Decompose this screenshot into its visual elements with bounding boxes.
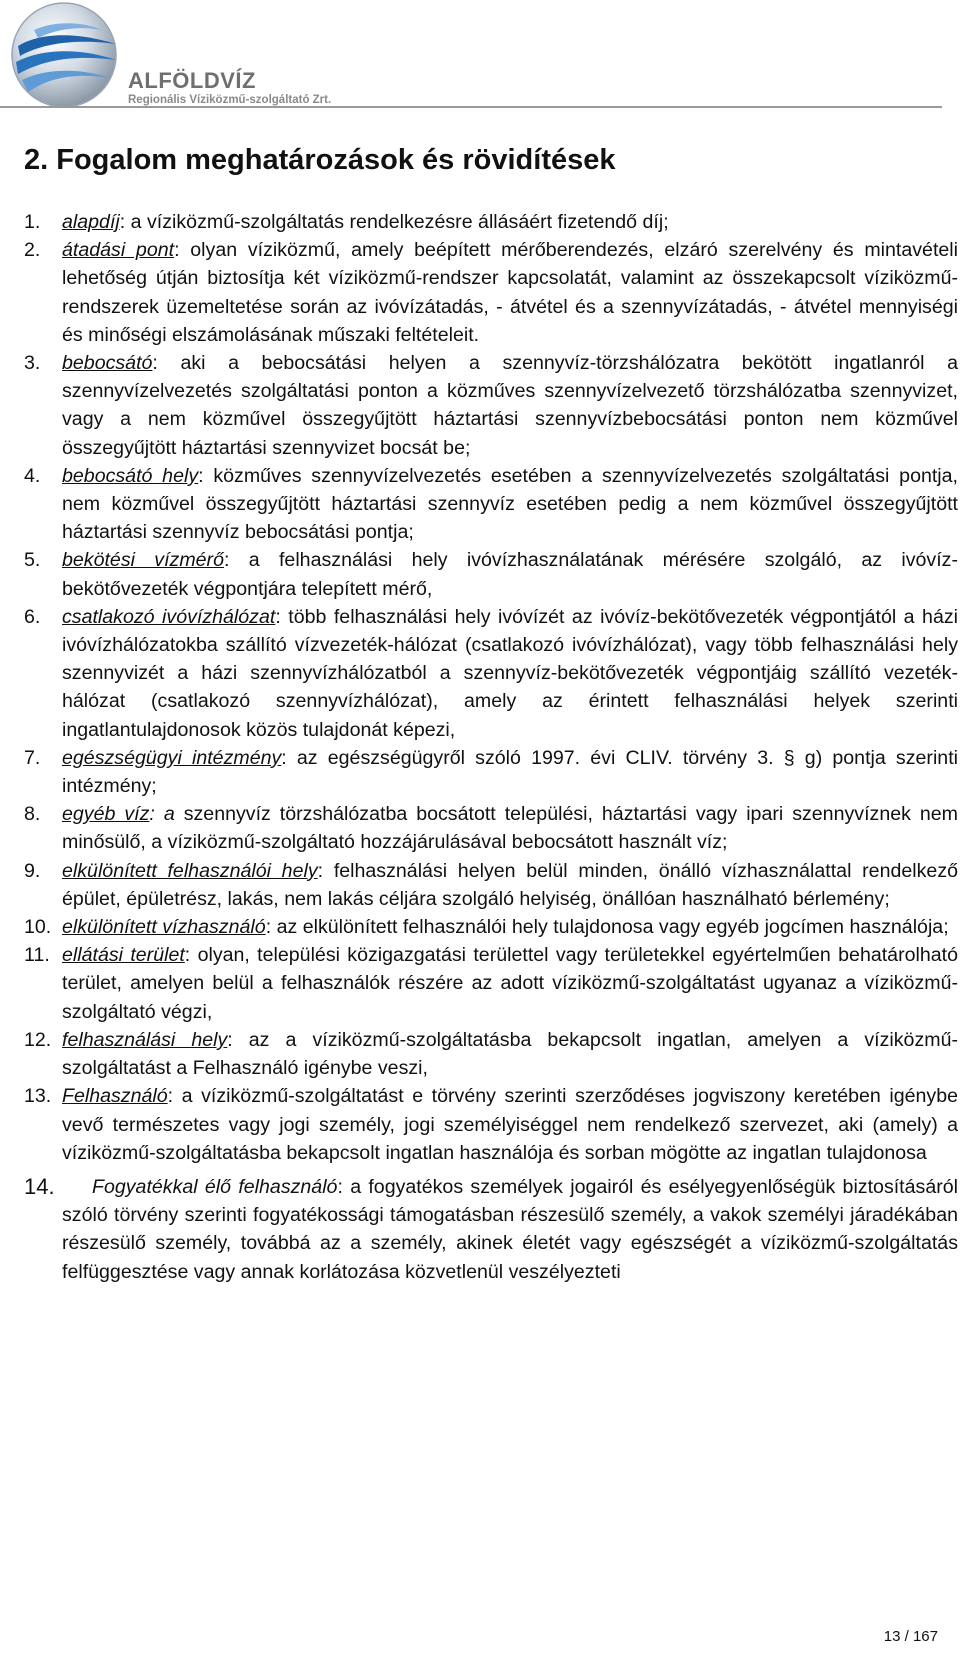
- definition-item-8: [24, 800, 958, 856]
- item-number: 10.: [24, 916, 52, 939]
- definition-text: több felhasználási hely ivóvízét az ivóvíz-bekötővezeték végpontjától a házi ivóvízhálózatokba szállító vízvezeték-hálózat (csatlakozó ivóvízhálózat), vagy több felhasználási hely szennyvizét a házi szennyvízhálózatból a szennyvíz-bekötővezeték végpontjáig szállító vezeték-hálózat (csatlakozó szennyvízhálózat), amely az érintett felhasználási helyek szerinti ingatlantulajdonosok közös tulajdonát képezi,: [62, 605, 958, 741]
- definition-item-6: [24, 603, 958, 744]
- definition-item-2: [24, 236, 958, 349]
- item-number: 4.: [24, 464, 41, 487]
- defined-term: bebocsátó hely: [62, 464, 199, 487]
- item-number: 7.: [24, 746, 41, 769]
- brand-tagline: Regionális Víziközmű-szolgáltató Zrt.: [128, 94, 332, 106]
- term-separator: :: [167, 1085, 174, 1108]
- header-divider: [0, 106, 942, 108]
- item-body: [62, 546, 958, 602]
- item-body: [62, 1026, 958, 1082]
- item-number: 6.: [24, 605, 41, 628]
- defined-term: bebocsátó: [62, 352, 153, 375]
- definition-text: aki a bebocsátási helyen a szennyvíz-törzshálózatra bekötött ingatlanról a szennyvízelvezetés szolgáltatási ponton a közműves szennyvízelvezető törzshálózatba szennyvizet, vagy a nem közművel összegyűjtött háztartási szennyvízbebocsátási ponton nem közművel összegyűjtött háztartási szennyvizet bocsát be;: [62, 352, 958, 459]
- definition-text: az egészségügyről szóló 1997. évi CLIV. törvény 3. § g) pontja szerinti intézmény;: [62, 746, 958, 798]
- definition-text: felhasználási helyen belül minden, önálló vízhasználattal rendelkező épület, épületrész, lakás, nem lakás céljára szolgáló helyiség, önállóan használható bérlemény;: [62, 859, 959, 910]
- definition-text: a víziközmű-szolgáltatás rendelkezésre állásáért fizetendő díj;: [125, 211, 669, 233]
- defined-term: felhasználási hely: [62, 1028, 228, 1051]
- item-number: 3.: [24, 352, 41, 375]
- item-body: [62, 462, 958, 547]
- item-body: [62, 603, 958, 744]
- item-body: [62, 941, 958, 1026]
- item-number: 1.: [24, 211, 41, 233]
- item-number: 13.: [24, 1085, 52, 1108]
- definition-item-13: [24, 1082, 958, 1167]
- definition-text: a felhasználási hely ivóvízhasználatának mérésére szolgáló, az ivóvíz-bekötővezeték végpontjára telepített mérő,: [62, 549, 958, 600]
- defined-term: elkülönített vízhasználó: [62, 916, 266, 939]
- item-number: 12.: [24, 1028, 52, 1051]
- item-body: [62, 236, 958, 349]
- item-body: [62, 913, 958, 941]
- definition-item-12: [24, 1026, 958, 1082]
- item-number: 5.: [24, 549, 41, 572]
- item-body: [62, 1082, 958, 1167]
- document-header: [0, 0, 960, 114]
- item-number: 9.: [24, 859, 41, 882]
- term-separator: :: [265, 916, 272, 939]
- term-separator: :: [119, 211, 126, 233]
- defined-term: alapdíj: [62, 211, 120, 233]
- term-separator: :: [317, 859, 324, 882]
- definition-item-5: [24, 546, 958, 602]
- definition-item-10: [24, 913, 958, 941]
- item-body: [62, 744, 958, 800]
- term-separator: :: [223, 549, 230, 572]
- term-separator: :: [184, 944, 191, 967]
- definition-text: az elkülönített felhasználói hely tulajdonosa vagy egyéb jogcímen használója;: [271, 916, 949, 939]
- defined-term: csatlakozó ivóvízhálózat: [62, 605, 276, 628]
- term-separator: :: [227, 1028, 233, 1051]
- defined-term: egyéb víz: [62, 803, 150, 826]
- term-separator: :: [198, 464, 204, 487]
- defined-term: egészségügyi intézmény: [62, 746, 282, 769]
- definition-text: a fogyatékos személyek jogairól és esélyegyenlőségük biztosításáról szóló törvény szerinti fogyatékossági támogatásban részesülő személy, a vakok személyi járadékában részesülő személy, továbbá az a személy, akinek életét vagy egészségét a víziközmű-szolgáltatás felfüggesztése vagy annak korlátozása közvetlenül veszélyezteti: [62, 1175, 958, 1283]
- item-number: 2.: [24, 239, 41, 262]
- definition-text: közműves szennyvízelvezetés esetében a szennyvízelvezetés szolgáltatási pontja, nem közművel összegyűjtött háztartási szennyvíz esetében pedig a nem közművel összegyűjtött háztartási szennyvíz bebocsátási pontja;: [62, 464, 958, 544]
- item-number: 8.: [24, 803, 41, 826]
- defined-term: Felhasználó: [62, 1085, 168, 1108]
- term-separator: : a: [149, 803, 175, 826]
- item-number: 11.: [24, 944, 50, 967]
- definition-text: az a víziközmű-szolgáltatásba bekapcsolt ingatlan, amelyen a víziközmű-szolgáltatást a Felhasználó igénybe veszi,: [62, 1028, 958, 1080]
- definition-item-3: [24, 349, 958, 462]
- definition-item-1: [24, 208, 958, 236]
- defined-term: bekötési vízmérő: [62, 549, 224, 572]
- term-separator: :: [281, 746, 287, 769]
- page-number: 13 / 167: [883, 1628, 938, 1645]
- term-separator: :: [275, 605, 281, 628]
- defined-term: átadási pont: [62, 239, 175, 262]
- definition-text: a víziközmű-szolgáltatást e törvény szerinti szerződéses jogviszony keretében igénybe vevő természetes vagy jogi személy, jogi személyiséggel nem rendelkező szervezet, aki (amely) a víziközmű-szolgáltatásba bekapcsolt ingatlan használója és sorban mögötte az ingatlan tulajdonosa: [62, 1085, 958, 1164]
- term-separator: :: [152, 352, 158, 375]
- definition-item-9: [24, 857, 958, 913]
- defined-term: Fogyatékkal élő felhasználó: [92, 1175, 338, 1198]
- definition-text: olyan, települési közigazgatási területtel vagy területekkel egyértelműen behatárolható terület, amelyen belül a felhasználók részére az adott víziközmű-szolgáltatást ugyanaz a víziközmű-szolgáltató végzi,: [62, 944, 958, 1023]
- definitions-list: [24, 208, 958, 1286]
- item-body: [62, 1173, 958, 1286]
- alfoldviz-logo: [4, 0, 138, 110]
- defined-term: elkülönített felhasználói hely: [62, 859, 318, 882]
- term-separator: :: [174, 239, 180, 262]
- definition-item-14: [24, 1173, 958, 1286]
- item-body: [62, 208, 958, 236]
- definition-text: olyan víziközmű, amely beépített mérőberendezés, elzáró szerelvény és mintavételi lehetőség útján biztosítja két víziközmű-rendszer kapcsolatát, valamint az összekapcsolt víziközmű-rendszerek üzemeltetése során az ivóvízátadás, - átvétel és a szennyvízátadás, - átvétel mennyiségi és minőségi elszámolásának műszaki feltételeit.: [62, 239, 959, 346]
- definition-item-11: [24, 941, 958, 1026]
- item-body: [62, 857, 958, 913]
- term-separator: :: [337, 1175, 343, 1198]
- brand-name: ALFÖLDVÍZ: [128, 68, 256, 93]
- item-number: 14.: [24, 1173, 55, 1199]
- section-title: 2. Fogalom meghatározások és rövidítések: [24, 144, 616, 176]
- definition-text: szennyvíz törzshálózatba bocsátott települési, háztartási vagy ipari szennyvíznek nem minősülő, a víziközmű-szolgáltató hozzájárulásával bebocsátott használt víz;: [62, 803, 958, 854]
- item-body: [62, 800, 958, 856]
- definition-item-7: [24, 744, 958, 800]
- defined-term: ellátási terület: [62, 944, 185, 967]
- definition-item-4: [24, 462, 958, 547]
- item-body: [62, 349, 958, 462]
